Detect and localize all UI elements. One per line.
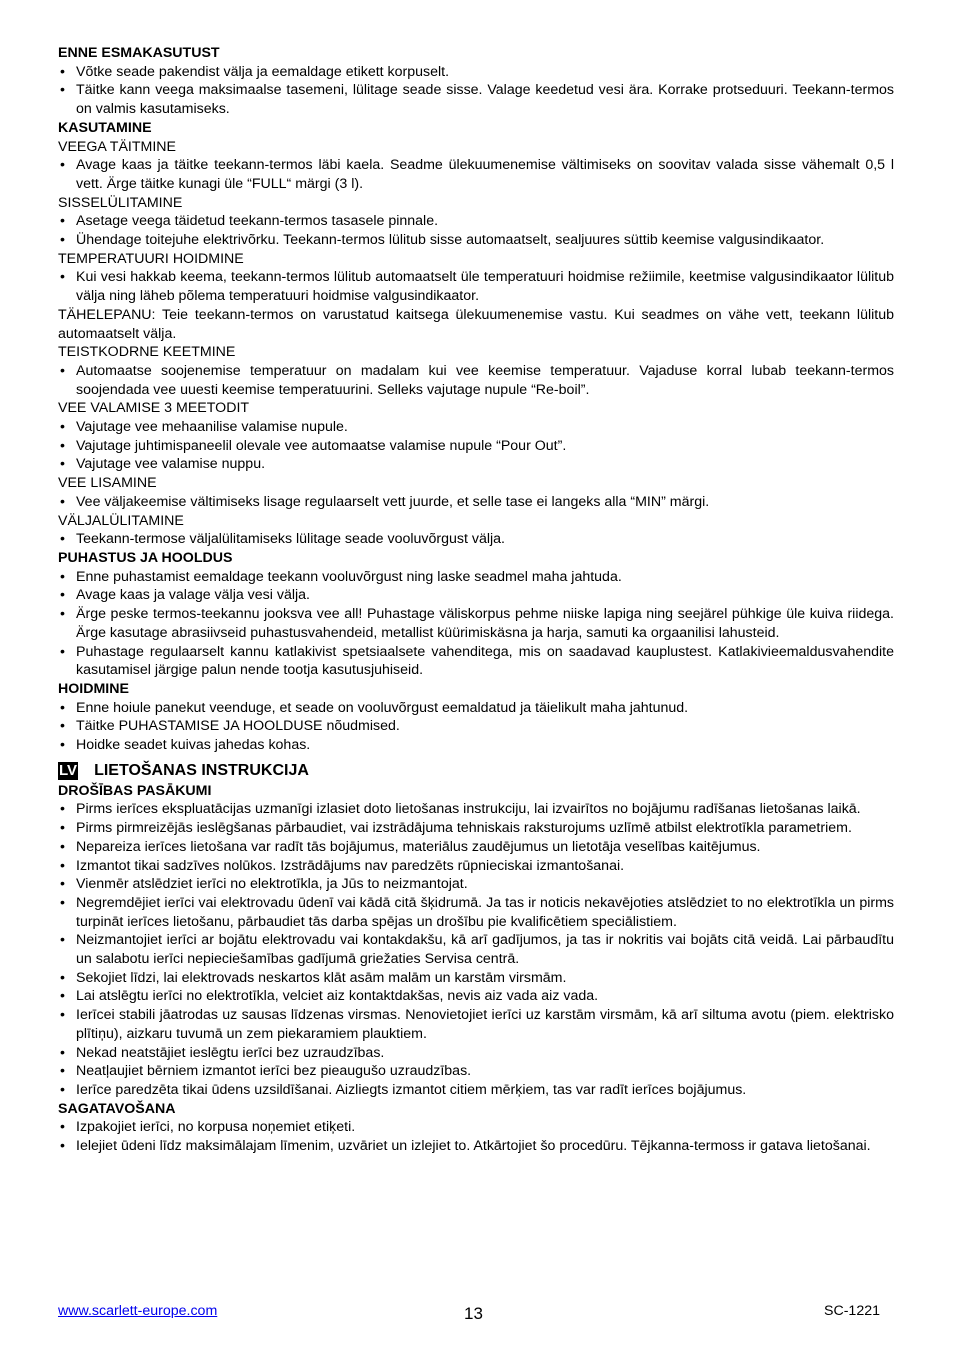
list-item: • Neatļaujiet bērniem izmantot ierīci bez pieaugušo uzraudzības.	[58, 1062, 894, 1081]
warning-paragraph: TÄHELEPANU: Teie teekann-termos on varustatud kaitsega ülekuumenemise vastu. Kui seadmes on vähe vett, teekann lülitub automaatselt välja.	[58, 306, 894, 342]
section-heading-puhastus: PUHASTUS JA HOOLDUS	[58, 549, 233, 566]
section-heading-enne: ENNE ESMAKASUTUST	[58, 45, 220, 61]
list-item: • Nepareiza ierīces lietošana var radīt tās bojājumus, materiālus zaudējumus un lietotāja veselības kaitējumus.	[58, 838, 894, 857]
model-number: SC-1221	[824, 1303, 880, 1319]
list-item: • Hoidke seadet kuivas jahedas kohas.	[58, 736, 894, 755]
list-item: • Täitke kann veega maksimaalse tasemeni, lülitage seade sisse. Valage keedetud vesi ära. Korrake protseduuri. Teekann-termos on valmis kasutamiseks.	[58, 81, 894, 118]
subheading-teist: TEISTKODRNE KEETMINE	[58, 344, 236, 361]
list-item: • Ärge peske termos-teekannu jooksva vee all! Puhastage väliskorpus pehme niiske lapiga ning seejärel pühkige üle kuiva riidega. Ärge kasutage abrasiivseid puhastusvahendeid, metallist küürimiskäsna ja harja, samuti ka orgaanilisi lahusteid.	[58, 605, 894, 642]
list-item: • Lai atslēgtu ierīci no elektrotīkla, velciet aiz kontaktdakšas, nevis aiz vada aiz vada.	[58, 987, 894, 1006]
page-footer	[58, 1303, 894, 1325]
list-item: • Sekojiet līdzi, lai elektrovads neskartos klāt asām malām un karstām virsmām.	[58, 969, 894, 988]
list-item: • Vajutage vee valamise nuppu.	[58, 455, 894, 474]
list-item: • Vee väljakeemise vältimiseks lisage regulaarselt vett juurde, et selle tase ei langeks alla “MIN” märgi.	[58, 493, 894, 512]
page-number: 13	[464, 1304, 483, 1323]
list-item: • Automaatse soojenemise temperatuur on madalam kui vee keemise temperatuur. Vajaduse korral lubab teekann-termos soojendada vee uuesti keemise temperatuurini. Selleks vajutage nupule “Re-boil”.	[58, 362, 894, 399]
subheading-valamise: VEE VALAMISE 3 MEETODIT	[58, 400, 250, 417]
list-item: • Vajutage vee mehaanilise valamise nupule.	[58, 418, 894, 437]
subheading-temp: TEMPERATUURI HOIDMINE	[58, 250, 244, 267]
section-heading-drosibas: DROŠĪBAS PASĀKUMI	[58, 782, 212, 799]
language-badge: LV	[59, 761, 78, 779]
list-item: • Enne hoiule panekut veenduge, et seade on vooluvõrgust eemaldatud ja täielikult maha jahtunud.	[58, 699, 894, 718]
list-item: • Nekad neatstājiet ieslēgtu ierīci bez uzraudzības.	[58, 1044, 894, 1063]
subheading-sisse: SISSELÜLITAMINE	[58, 194, 183, 211]
list-item: • Enne puhastamist eemaldage teekann vooluvõrgust ning laske seadmel maha jahtuda.	[58, 568, 894, 587]
list-item: • Kui vesi hakkab keema, teekann-termos lülitub automaatselt üle temperatuuri hoidmise režiimile, keetmise valgusindikaator lülitub välja ning läheb põlema temperatuuri hoidmise valgusindikaator.	[58, 268, 894, 305]
subheading-veega: VEEGA TÄITMINE	[58, 138, 176, 155]
subheading-valja: VÄLJALÜLITAMINE	[58, 512, 184, 529]
document-page	[58, 44, 894, 1156]
list-item: • Ielejiet ūdeni līdz maksimālajam līmenim, uzvāriet un izlejiet to. Atkārtojiet šo procedūru. Tējkanna-termoss ir gatava lietošanai.	[58, 1137, 894, 1156]
list-item: • Vajutage juhtimispaneelil olevale vee automaatse valamise nupule “Pour Out”.	[58, 437, 894, 456]
list-item: • Võtke seade pakendist välja ja eemaldage etikett korpuselt.	[58, 63, 894, 82]
section-title: LIETOŠANAS INSTRUKCIJA	[94, 761, 309, 779]
list-item: • Neizmantojiet ierīci ar bojātu elektrovadu vai kontakdakšu, kā arī gadījumos, ja tas ir nokritis vai bojāts citā veidā. Lai pārbaudītu un salabotu ierīci nepieciešamības gadījumā griežaties Servisa centrā.	[58, 931, 894, 968]
list-item: • Teekann-termose väljalülitamiseks lülitage seade vooluvõrgust välja.	[58, 530, 894, 549]
list-item: • Izmantot tikai sadzīves nolūkos. Izstrādājums nav paredzēts rūpnieciskai izmantošanai.	[58, 857, 894, 876]
list-item: • Ühendage toitejuhe elektrivõrku. Teekann-termos lülitub sisse automaatselt, sealjuures süttib keemise valgusindikaator.	[58, 231, 894, 250]
list-item: • Avage kaas ja täitke teekann-termos läbi kaela. Seadme ülekuumenemise vältimiseks on soovitav valada sisse vähemalt 0,5 l vett. Ärge täitke kunagi üle “FULL“ märgi (3 l).	[58, 156, 894, 193]
section-heading-hoidmine: HOIDMINE	[58, 680, 129, 697]
list-item: • Negremdējiet ierīci vai elektrovadu ūdenī vai kādā citā šķidrumā. Ja tas ir noticis nekavējoties atslēdziet to no elektrotīkla un pirms turpināt ierīces lietošanu, pārbaudiet tās darba spējas un drošību pie kvalificētiem speciālistiem.	[58, 894, 894, 931]
list-item: • Puhastage regulaarselt kannu katlakivist spetsiaalsete vahenditega, mis on saadavad kauplustest. Katlakivieemaldusvahendite kasutamisel järgige palun nende tootja kasutusjuhiseid.	[58, 643, 894, 680]
list-item: • Ierīce paredzēta tikai ūdens uzsildīšanai. Aizliegts izmantot citiem mērķiem, tas var radīt ierīces bojājumus.	[58, 1081, 894, 1100]
list-item: • Pirms pirmreizējās ieslēgšanas pārbaudiet, vai izstrādājuma tehniskais raksturojums uzlīmē atbilst elektrotīkla parametriem.	[58, 819, 894, 838]
list-item: • Vienmēr atslēdziet ierīci no elektrotīkla, ja Jūs to neizmantojat.	[58, 875, 894, 894]
list-item: • Ierīcei stabili jāatrodas uz sausas līdzenas virsmas. Nenovietojiet ierīci uz karstām virsmām, kā arī siltuma avotu (piem. elektrisko plītiņu), aizkaru tuvumā un zem piekaramiem plauktiem.	[58, 1006, 894, 1043]
list-item: • Täitke PUHASTAMISE JA HOOLDUSE nõudmised.	[58, 717, 894, 736]
list-item: • Asetage veega täidetud teekann-termos tasasele pinnale.	[58, 212, 894, 231]
section-heading-sagatavosana: SAGATAVOŠANA	[58, 1100, 176, 1117]
list-item: • Avage kaas ja valage välja vesi välja.	[58, 586, 894, 605]
website-link[interactable]: www.scarlett-europe.com	[58, 1303, 218, 1319]
subheading-lisamine: VEE LISAMINE	[58, 475, 157, 492]
language-section-header	[58, 760, 894, 782]
list-item: • Izpakojiet ierīci, no korpusa noņemiet etiķeti.	[58, 1118, 894, 1137]
section-heading-kasutamine: KASUTAMINE	[58, 119, 152, 136]
list-item: • Pirms ierīces ekspluatācijas uzmanīgi izlasiet doto lietošanas instrukciju, lai izvairītos no bojājumu radīšanas lietošanas laikā.	[58, 800, 894, 819]
